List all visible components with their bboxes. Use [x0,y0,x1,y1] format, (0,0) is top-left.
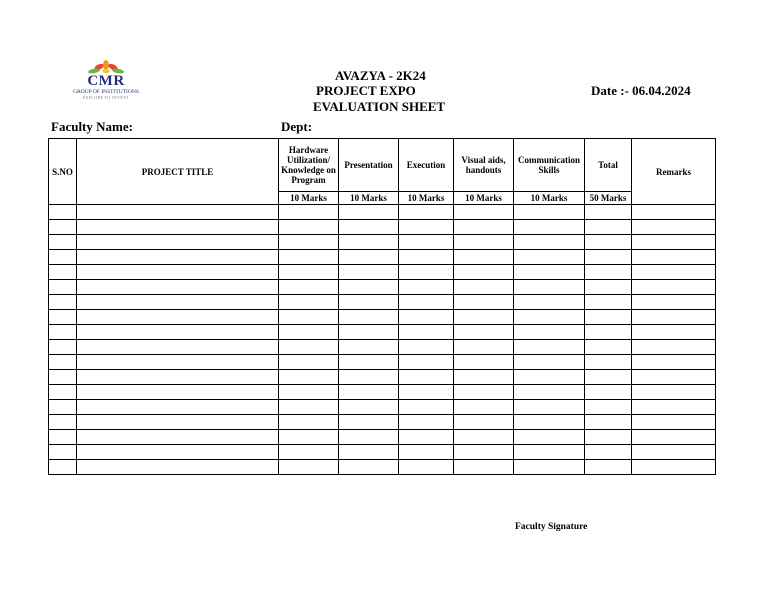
logo-brand: CMR [87,73,125,89]
table-cell[interactable] [514,310,585,325]
table-cell[interactable] [49,355,77,370]
table-cell[interactable] [339,385,399,400]
table-row [49,325,716,340]
table-cell[interactable] [339,250,399,265]
table-cell[interactable] [514,250,585,265]
table-cell[interactable] [632,460,716,475]
marks-presentation: 10 Marks [339,192,399,205]
table-row [49,445,716,460]
logo-group-text: GROUP OF INSTITUTIONS [73,89,139,95]
column-header-hardware: Hardware Utilization/ Knowledge on Program [279,139,339,192]
table-cell[interactable] [514,235,585,250]
table-cell[interactable] [339,340,399,355]
table-cell[interactable] [632,310,716,325]
column-header-visual-aids: Visual aids, handouts [454,139,514,192]
table-cell[interactable] [77,430,279,445]
table-cell[interactable] [454,415,514,430]
table-cell[interactable] [399,445,454,460]
table-cell[interactable] [454,340,514,355]
table-row [49,340,716,355]
table-cell[interactable] [49,220,77,235]
table-cell[interactable] [632,445,716,460]
table-cell[interactable] [514,415,585,430]
table-cell[interactable] [454,310,514,325]
table-cell[interactable] [77,235,279,250]
table-cell[interactable] [632,430,716,445]
table-cell[interactable] [77,295,279,310]
date-label: Date :- 06.04.2024 [591,83,691,98]
marks-visual-aids: 10 Marks [454,192,514,205]
table-cell[interactable] [49,340,77,355]
table-cell[interactable] [339,460,399,475]
table-cell[interactable] [454,280,514,295]
table-cell[interactable] [585,355,632,370]
table-cell[interactable] [77,205,279,220]
table-cell[interactable] [279,205,339,220]
table-cell[interactable] [585,430,632,445]
table-cell[interactable] [279,415,339,430]
table-cell[interactable] [279,220,339,235]
table-cell[interactable] [585,325,632,340]
table-cell[interactable] [454,400,514,415]
table-cell[interactable] [77,265,279,280]
table-cell[interactable] [399,220,454,235]
table-cell[interactable] [454,355,514,370]
table-cell[interactable] [585,370,632,385]
table-cell[interactable] [632,415,716,430]
table-cell[interactable] [399,250,454,265]
table-row [49,295,716,310]
column-header-project-title: PROJECT TITLE [77,139,279,205]
table-cell[interactable] [454,295,514,310]
table-cell[interactable] [49,460,77,475]
table-cell[interactable] [399,280,454,295]
table-cell[interactable] [77,385,279,400]
table-cell[interactable] [585,280,632,295]
evaluation-table [48,138,716,475]
table-cell[interactable] [514,325,585,340]
table-cell[interactable] [514,205,585,220]
table-row [49,265,716,280]
table-row [49,250,716,265]
table-row [49,415,716,430]
column-header-total: Total [585,139,632,192]
table-cell[interactable] [632,385,716,400]
table-row [49,220,716,235]
table-cell[interactable] [632,370,716,385]
table-cell[interactable] [454,205,514,220]
marks-total: 50 Marks [585,192,632,205]
table-cell[interactable] [49,325,77,340]
table-cell[interactable] [49,295,77,310]
table-cell[interactable] [339,415,399,430]
table-cell[interactable] [399,205,454,220]
table-cell[interactable] [77,445,279,460]
table-cell[interactable] [454,385,514,400]
table-row [49,400,716,415]
table-cell[interactable] [632,250,716,265]
table-cell[interactable] [49,385,77,400]
faculty-signature-label: Faculty Signature [515,522,588,532]
sheet-title: EVALUATION SHEET [313,99,446,114]
table-cell[interactable] [454,220,514,235]
flower-icon [66,60,146,74]
table-cell[interactable] [77,400,279,415]
table-cell[interactable] [77,280,279,295]
table-cell[interactable] [399,295,454,310]
column-header-execution: Execution [399,139,454,192]
table-cell[interactable] [279,325,339,340]
table-cell[interactable] [585,385,632,400]
table-cell[interactable] [279,400,339,415]
table-cell[interactable] [454,325,514,340]
table-cell[interactable] [339,280,399,295]
table-cell[interactable] [339,325,399,340]
table-cell[interactable] [49,265,77,280]
table-cell[interactable] [49,370,77,385]
table-cell[interactable] [399,415,454,430]
table-cell[interactable] [339,205,399,220]
table-cell[interactable] [585,445,632,460]
column-header-remarks: Remarks [632,139,716,205]
table-cell[interactable] [585,400,632,415]
table-cell[interactable] [279,340,339,355]
table-cell[interactable] [399,325,454,340]
table-cell[interactable] [454,370,514,385]
table-cell[interactable] [399,340,454,355]
table-row [49,235,716,250]
table-cell[interactable] [77,370,279,385]
table-header-row [49,139,716,192]
column-header-sno: S.NO [49,139,77,205]
table-cell[interactable] [339,310,399,325]
table-cell[interactable] [49,430,77,445]
table-cell[interactable] [49,310,77,325]
table-cell[interactable] [399,235,454,250]
table-cell[interactable] [49,250,77,265]
table-cell[interactable] [279,250,339,265]
table-cell[interactable] [279,460,339,475]
table-row [49,310,716,325]
table-cell[interactable] [279,430,339,445]
table-cell[interactable] [399,370,454,385]
table-cell[interactable] [77,355,279,370]
marks-execution: 10 Marks [399,192,454,205]
table-cell[interactable] [77,220,279,235]
table-cell[interactable] [49,235,77,250]
table-cell[interactable] [632,220,716,235]
faculty-name-label: Faculty Name: [51,119,133,134]
table-cell[interactable] [454,460,514,475]
table-cell[interactable] [49,280,77,295]
table-cell[interactable] [49,400,77,415]
table-cell[interactable] [279,295,339,310]
table-cell[interactable] [339,445,399,460]
table-row [49,370,716,385]
table-cell[interactable] [399,355,454,370]
marks-communication: 10 Marks [514,192,585,205]
table-cell[interactable] [585,220,632,235]
table-cell[interactable] [454,430,514,445]
cmr-logo [66,60,146,102]
table-cell[interactable] [585,205,632,220]
table-cell[interactable] [49,205,77,220]
table-cell[interactable] [454,250,514,265]
table-cell[interactable] [585,295,632,310]
table-row [49,430,716,445]
column-header-communication: Communication Skills [514,139,585,192]
table-cell[interactable] [454,235,514,250]
table-cell[interactable] [585,460,632,475]
table-cell[interactable] [339,265,399,280]
table-cell[interactable] [454,445,514,460]
table-cell[interactable] [77,310,279,325]
table-cell[interactable] [632,355,716,370]
table-cell[interactable] [339,355,399,370]
table-cell[interactable] [454,265,514,280]
table-cell[interactable] [514,445,585,460]
table-cell[interactable] [279,370,339,385]
table-cell[interactable] [632,295,716,310]
table-cell[interactable] [632,280,716,295]
table-cell[interactable] [514,460,585,475]
table-cell[interactable] [339,235,399,250]
table-cell[interactable] [279,355,339,370]
table-row [49,460,716,475]
table-cell[interactable] [279,445,339,460]
table-cell[interactable] [585,265,632,280]
table-cell[interactable] [49,445,77,460]
table-cell[interactable] [514,370,585,385]
table-cell[interactable] [77,325,279,340]
table-cell[interactable] [49,415,77,430]
table-cell[interactable] [279,310,339,325]
table-cell[interactable] [399,430,454,445]
table-cell[interactable] [399,385,454,400]
table-cell[interactable] [514,400,585,415]
table-cell[interactable] [514,430,585,445]
table-cell[interactable] [585,310,632,325]
table-cell[interactable] [77,340,279,355]
table-cell[interactable] [514,220,585,235]
table-cell[interactable] [339,400,399,415]
table-row [49,205,716,220]
table-cell[interactable] [514,295,585,310]
marks-hardware: 10 Marks [279,192,339,205]
dept-label: Dept: [281,119,313,134]
table-cell[interactable] [399,310,454,325]
table-cell[interactable] [585,415,632,430]
table-cell[interactable] [632,400,716,415]
table-cell[interactable] [632,265,716,280]
table-cell[interactable] [77,250,279,265]
table-cell[interactable] [514,385,585,400]
table-cell[interactable] [279,265,339,280]
table-cell[interactable] [514,340,585,355]
table-cell[interactable] [514,355,585,370]
table-cell[interactable] [585,235,632,250]
table-cell[interactable] [77,415,279,430]
table-cell[interactable] [399,265,454,280]
table-cell[interactable] [514,280,585,295]
column-header-presentation: Presentation [339,139,399,192]
table-cell[interactable] [632,325,716,340]
table-cell[interactable] [632,205,716,220]
table-cell[interactable] [77,460,279,475]
event-title: AVAZYA - 2K24 [335,68,426,83]
table-row [49,385,716,400]
table-row [49,280,716,295]
logo-tagline: EXPLORE TO INVENT [82,96,130,100]
table-cell[interactable] [339,220,399,235]
table-row [49,355,716,370]
table-cell[interactable] [399,460,454,475]
table-cell[interactable] [399,400,454,415]
table-cell[interactable] [632,235,716,250]
table-cell[interactable] [339,295,399,310]
table-cell[interactable] [279,385,339,400]
sheet-subtitle: PROJECT EXPO [316,83,416,98]
table-cell[interactable] [279,280,339,295]
table-cell[interactable] [339,370,399,385]
table-cell[interactable] [514,265,585,280]
table-cell[interactable] [585,340,632,355]
table-cell[interactable] [585,250,632,265]
table-cell[interactable] [279,235,339,250]
table-cell[interactable] [632,340,716,355]
table-cell[interactable] [339,430,399,445]
